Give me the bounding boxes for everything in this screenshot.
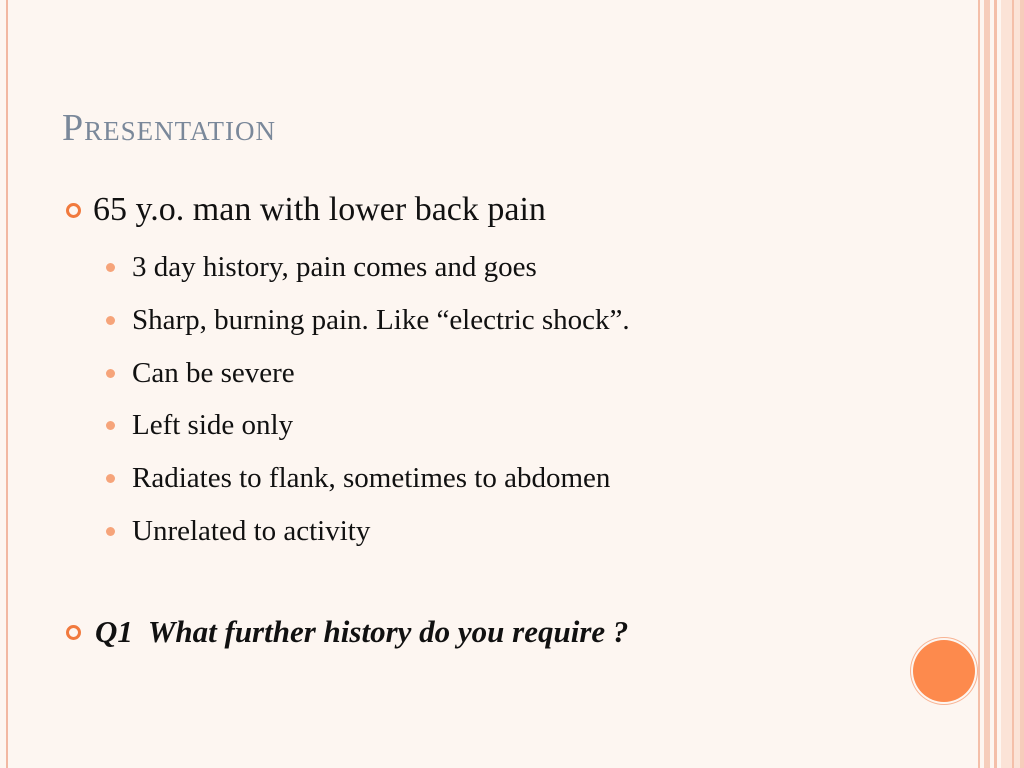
main-bullet-text: 65 y.o. man with lower back pain: [93, 191, 546, 228]
right-border-stripe: [984, 0, 990, 768]
dot-bullet-icon: [106, 369, 115, 378]
decorative-circle: [913, 640, 975, 702]
sub-bullet-text: Unrelated to activity: [132, 515, 371, 547]
sub-bullet-item: [106, 462, 610, 495]
question-text: Q1 What further history do you require ?: [95, 614, 629, 649]
sub-bullet-text: Radiates to flank, sometimes to abdomen: [132, 462, 611, 494]
ring-bullet-icon: [66, 203, 81, 218]
ring-bullet-icon: [66, 625, 81, 640]
sub-bullet-text: 3 day history, pain comes and goes: [132, 251, 537, 283]
sub-bullet-text: Left side only: [132, 409, 294, 441]
sub-bullet-text: Can be severe: [132, 357, 295, 389]
sub-bullet-item: [106, 409, 293, 442]
dot-bullet-icon: [106, 527, 115, 536]
sub-bullet-item: [106, 304, 630, 337]
right-border-stripe: [978, 0, 980, 768]
dot-bullet-icon: [106, 421, 115, 430]
dot-bullet-icon: [106, 263, 115, 272]
dot-bullet-icon: [106, 474, 115, 483]
sub-bullet-item: [106, 357, 295, 390]
right-border-stripe: [1020, 0, 1024, 768]
right-border-stripe: [994, 0, 997, 768]
right-border-stripe: [1012, 0, 1014, 768]
sub-bullet-item: [106, 251, 537, 284]
sub-bullet-text: Sharp, burning pain. Like “electric shock”.: [132, 304, 630, 336]
slide-title: Presentation: [62, 107, 276, 149]
question-bullet-item: [66, 614, 628, 650]
main-bullet-item: [66, 191, 546, 229]
sub-bullet-item: [106, 515, 370, 548]
left-border-rule: [6, 0, 8, 768]
dot-bullet-icon: [106, 316, 115, 325]
